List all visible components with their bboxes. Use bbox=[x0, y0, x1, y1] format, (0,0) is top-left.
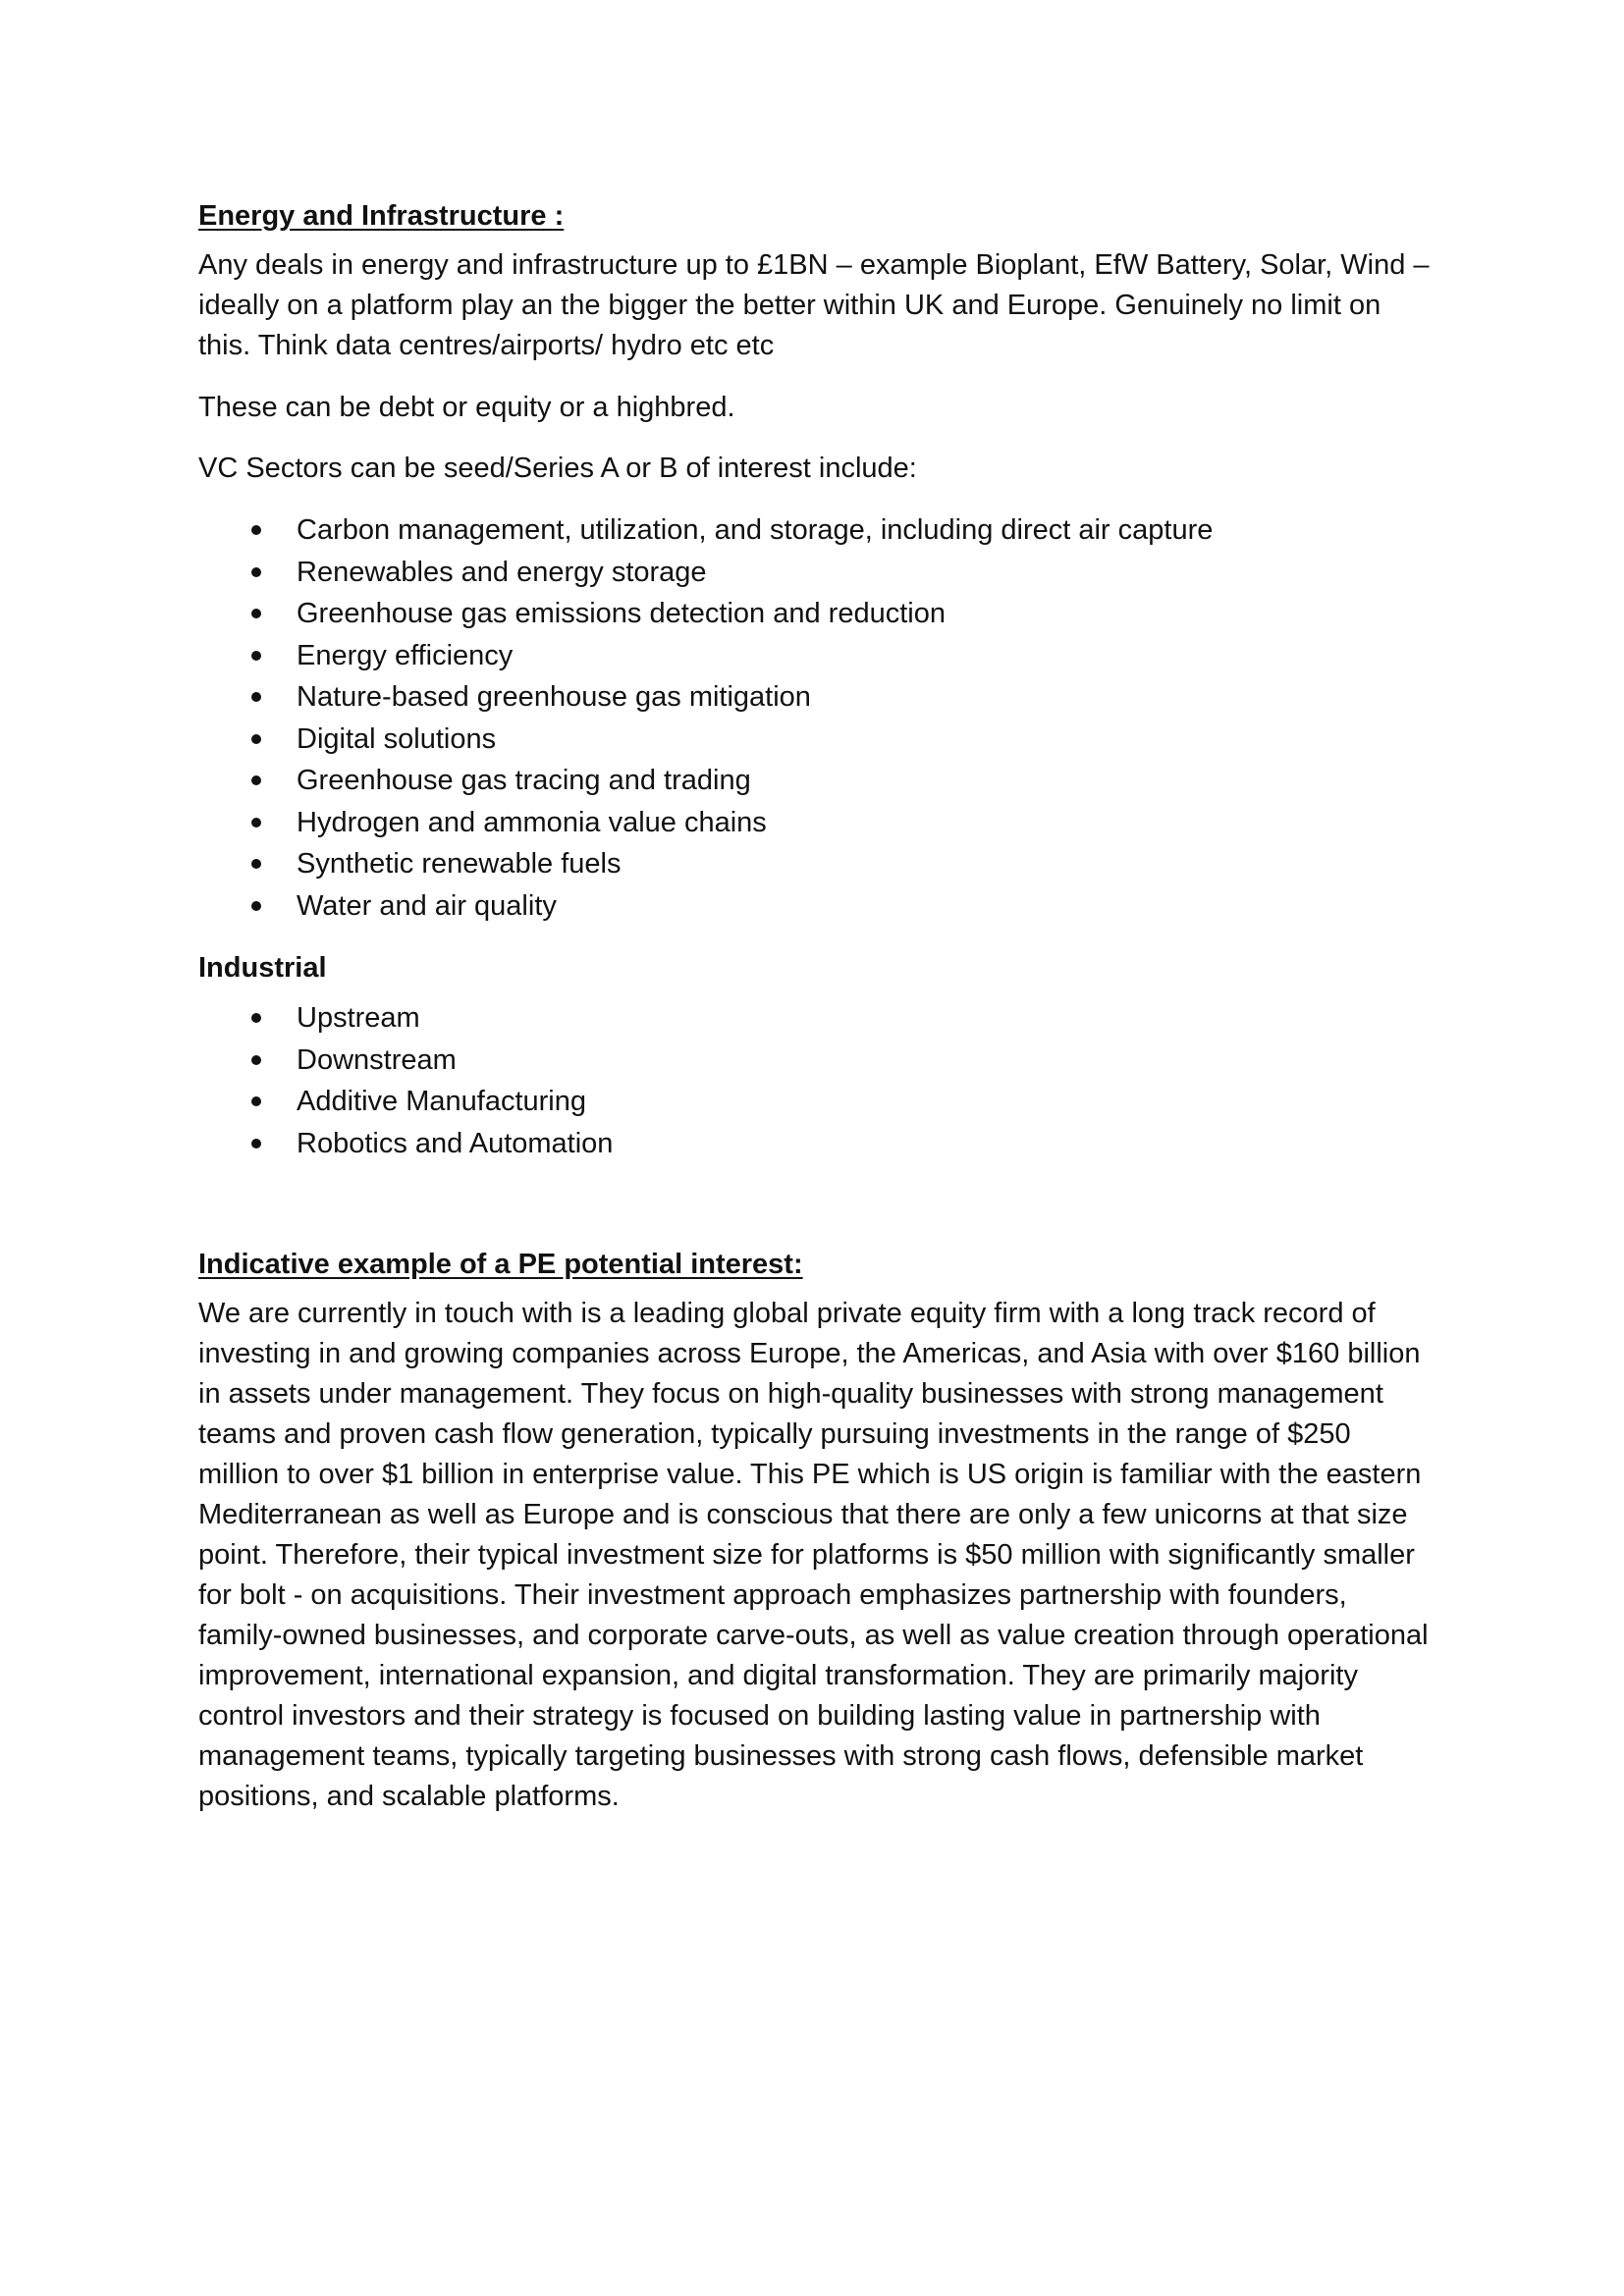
list-item bbox=[198, 885, 1435, 928]
list-item-text: Digital solutions bbox=[297, 722, 497, 755]
list-item bbox=[198, 802, 1435, 844]
bullet-icon bbox=[251, 609, 261, 618]
list-item-text: Additive Manufacturing bbox=[297, 1086, 586, 1117]
bullet-icon bbox=[251, 775, 261, 785]
section-spacer bbox=[198, 1186, 1435, 1245]
list-item-text: Greenhouse gas emissions detection and reduction bbox=[297, 598, 946, 629]
list-item bbox=[198, 719, 1435, 761]
bullet-icon bbox=[251, 901, 261, 911]
pe-interest-paragraph: We are currently in touch with is a leading global private equity firm with a long track record of investing in and growing companies across Europe, the Americas, and Asia with over $160 billion in assets under management. They focus on high-quality businesses with strong management teams and proven cash flow generation, typically pursuing investments in the range of $250 million to over $1 billion in enterprise value. This PE which is US origin is familiar with the eastern Mediterranean as well as Europe and is conscious that there are only a few unicorns at that size point. Therefore, their typical investment size for platforms is $50 million with significantly smaller for bolt - on acquisitions. Their investment approach emphasizes partnership with founders, family-owned businesses, and corporate carve-outs, as well as value creation through operational improvement, international expansion, and digital transformation. They are primarily majority control investors and their strategy is focused on building lasting value in partnership with management teams, typically targeting businesses with strong cash flows, defensible market positions, and scalable platforms. bbox=[198, 1298, 1429, 1812]
bullet-icon bbox=[251, 567, 261, 577]
list-item-text: Robotics and Automation bbox=[297, 1127, 614, 1159]
list-item bbox=[198, 676, 1435, 719]
list-item bbox=[198, 760, 1435, 802]
industrial-list bbox=[198, 997, 1435, 1164]
list-item-text: Synthetic renewable fuels bbox=[297, 848, 622, 880]
vc-sectors-paragraph: VC Sectors can be seed/Series A or B of interest include: bbox=[198, 453, 917, 484]
bullet-icon bbox=[251, 1055, 261, 1065]
bullet-icon bbox=[251, 1096, 261, 1106]
list-item bbox=[198, 593, 1435, 635]
section-heading-energy-infrastructure: Energy and Infrastructure : bbox=[198, 200, 565, 232]
energy-deals-paragraph: Any deals in energy and infrastructure up to £1BN – example Bioplant, EfW Battery, Solar, Wind – ideally on a platform play an the bigger the better within UK and Europe. Genuinely no limit on this. Think data centres/airports/ hydro etc etc bbox=[198, 249, 1430, 361]
section-heading-pe-interest: Indicative example of a PE potential interest: bbox=[198, 1249, 803, 1280]
list-item-text: Nature-based greenhouse gas mitigation bbox=[297, 681, 811, 713]
list-item bbox=[198, 509, 1435, 552]
list-item bbox=[198, 1040, 1435, 1082]
bullet-icon bbox=[251, 651, 261, 661]
bullet-icon bbox=[251, 734, 261, 744]
list-item-text: Renewables and energy storage bbox=[297, 556, 707, 588]
debt-equity-paragraph: These can be debt or equity or a highbred. bbox=[198, 392, 735, 423]
document-page bbox=[198, 196, 1435, 1839]
bullet-icon bbox=[251, 1013, 261, 1023]
list-item-text: Downstream bbox=[297, 1043, 457, 1076]
list-item bbox=[198, 635, 1435, 677]
list-item-text: Upstream bbox=[297, 1002, 420, 1034]
list-item bbox=[198, 843, 1435, 885]
list-item-text: Carbon management, utilization, and storage, including direct air capture bbox=[297, 514, 1214, 546]
list-item bbox=[198, 1081, 1435, 1123]
section-heading-industrial: Industrial bbox=[198, 952, 327, 984]
list-item bbox=[198, 997, 1435, 1040]
bullet-icon bbox=[251, 692, 261, 702]
list-item-text: Water and air quality bbox=[297, 889, 557, 922]
list-item-text: Energy efficiency bbox=[297, 639, 514, 671]
list-item-text: Hydrogen and ammonia value chains bbox=[297, 806, 767, 838]
bullet-icon bbox=[251, 525, 261, 535]
bullet-icon bbox=[251, 859, 261, 869]
list-item bbox=[198, 552, 1435, 594]
bullet-icon bbox=[251, 818, 261, 828]
vc-sectors-list bbox=[198, 509, 1435, 927]
bullet-icon bbox=[251, 1139, 261, 1148]
list-item-text: Greenhouse gas tracing and trading bbox=[297, 765, 751, 796]
list-item bbox=[198, 1123, 1435, 1165]
